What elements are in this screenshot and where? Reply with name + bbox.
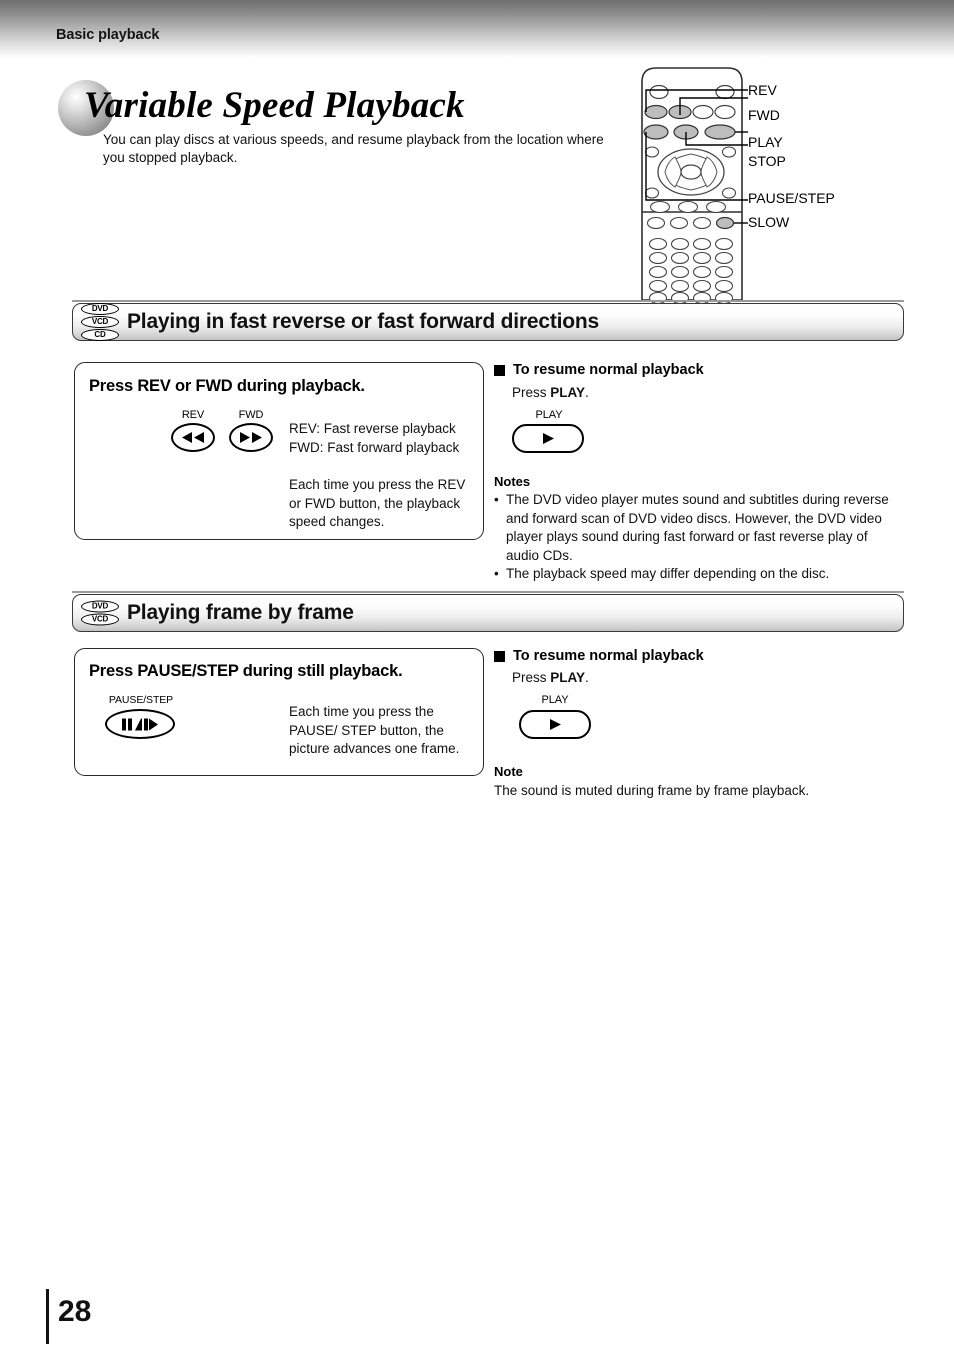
section-1-resume-instruction (512, 385, 589, 400)
fwd-legend-line: FWD: Fast forward playback (289, 439, 460, 455)
remote-control-diagram (630, 60, 950, 308)
section-2-resume-instruction (512, 670, 589, 685)
section-2-instruction-box (74, 648, 484, 776)
page-title: Variable Speed Playback (84, 85, 465, 126)
section-1-disc-badges (81, 303, 119, 341)
remote-control-svg (630, 60, 950, 308)
disc-badge-cd: CD (81, 329, 119, 341)
remote-key-generic (646, 147, 659, 157)
remote-key-generic (723, 188, 736, 198)
resume-heading-text: To resume normal playback (513, 648, 704, 664)
period-mark: . (585, 670, 589, 685)
section-2-disc-badges (81, 601, 119, 626)
section-1-header (72, 303, 904, 341)
section-2-instruction-body: Each time you press the PAUSE/ STEP button, the picture advances one frame. (289, 704, 460, 756)
page-number: 28 (58, 1295, 92, 1328)
remote-callout-pause-step: PAUSE/STEP (748, 190, 835, 206)
remote-key-rev (645, 106, 667, 119)
section-1-title: Playing in fast reverse or fast forward directions (127, 310, 599, 333)
remote-callout-fwd: FWD (748, 107, 780, 123)
rewind-icon[interactable] (171, 423, 215, 452)
remote-dpad-enter (681, 165, 701, 179)
section-1-resume-heading (494, 362, 704, 378)
section-2-resume-heading (494, 648, 704, 664)
section-1-rule (72, 300, 904, 302)
running-head-bar (0, 0, 954, 58)
remote-key-generic (723, 147, 736, 157)
period-mark: . (585, 385, 589, 400)
remote-key-generic (650, 86, 668, 99)
pause-step-icon[interactable] (105, 709, 175, 739)
disc-badge-dvd: DVD (81, 303, 119, 315)
remote-key-generic (679, 202, 698, 213)
remote-key-generic (693, 106, 713, 119)
remote-key-generic (651, 202, 670, 213)
resume-heading-text: To resume normal playback (513, 362, 704, 378)
remote-key-generic (671, 218, 688, 229)
remote-key-generic (648, 218, 665, 229)
section-2-title: Playing frame by frame (127, 601, 354, 624)
remote-callout-stop: STOP (748, 153, 786, 169)
remote-key-generic (715, 106, 735, 119)
remote-key-generic (694, 218, 711, 229)
section-2-header (72, 594, 904, 632)
disc-badge-vcd: VCD (81, 614, 119, 626)
play-key-name: PLAY (550, 385, 586, 400)
remote-key-pause-step (644, 125, 668, 139)
play-key-label-1: PLAY (535, 409, 563, 421)
note-item: • The playback speed may differ depending on the disc. (494, 565, 898, 584)
remote-callout-slow: SLOW (748, 214, 790, 230)
chapter-description: You can play discs at various speeds, and resume playback from the location where you stopped playback. (103, 132, 604, 165)
pause-step-key-label: PAUSE/STEP (108, 694, 174, 706)
page-number-rule (46, 1289, 49, 1344)
play-icon-2[interactable] (519, 710, 591, 739)
rev-legend-line: REV: Fast reverse playback (289, 421, 456, 436)
section-2-rule (72, 591, 904, 593)
press-word: Press (512, 385, 551, 400)
section-2-note-text: The sound is muted during frame by frame playback. (494, 783, 810, 798)
note-item: • The DVD video player mutes sound and subtitles during reverse and forward scan of DVD video discs. However, the DVD video player plays sound during fast forward or fast reverse play of audio CDs. (494, 491, 898, 565)
section-1-instruction-heading: Press REV or FWD during playback. (89, 377, 365, 395)
remote-callout-play: PLAY (748, 134, 783, 150)
remote-key-play (705, 125, 735, 139)
remote-key-slow (717, 218, 734, 229)
square-bullet-icon (494, 365, 505, 376)
fwd-key-label: FWD (238, 409, 264, 421)
play-key-name: PLAY (550, 670, 586, 685)
disc-badge-dvd: DVD (81, 601, 119, 613)
section-1-notes-heading: Notes (494, 474, 531, 489)
section-1-instruction-body: Each time you press the REV or FWD button, the playback speed changes. (289, 477, 466, 529)
remote-key-generic (646, 188, 659, 198)
square-bullet-icon (494, 651, 505, 662)
section-1-notes-list (494, 491, 898, 584)
play-icon-1[interactable] (512, 424, 584, 453)
fast-forward-icon[interactable] (229, 423, 273, 452)
remote-callout-rev: REV (748, 82, 777, 98)
remote-key-generic (707, 202, 726, 213)
running-head-title: Basic playback (56, 27, 160, 43)
section-2-note-heading: Note (494, 764, 523, 779)
play-key-label-2: PLAY (541, 694, 569, 706)
remote-key-generic (716, 86, 734, 99)
press-word: Press (512, 670, 551, 685)
disc-badge-vcd: VCD (81, 316, 119, 328)
rev-key-label: REV (181, 409, 205, 421)
section-2-instruction-heading: Press PAUSE/STEP during still playback. (89, 662, 403, 680)
section-1-instruction-box (74, 362, 484, 540)
